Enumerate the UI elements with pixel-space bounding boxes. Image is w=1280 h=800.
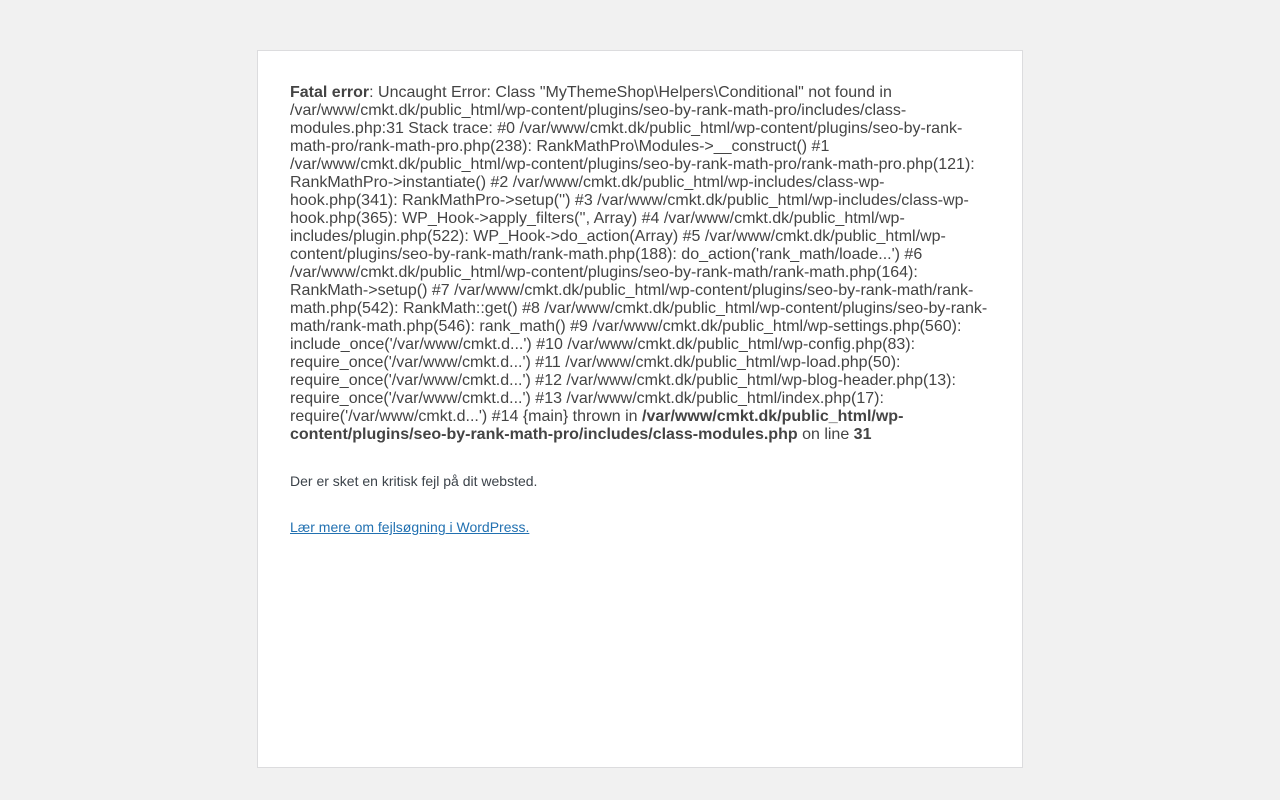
learn-more-debugging-link[interactable]: Lær mere om fejlsøgning i WordPress. xyxy=(290,519,530,535)
fatal-error-label: Fatal error xyxy=(290,84,370,101)
fatal-error-line-number: 31 xyxy=(853,426,872,443)
on-line-text: on line xyxy=(797,426,854,443)
fatal-error-message xyxy=(290,84,990,444)
error-panel xyxy=(257,50,1023,768)
critical-error-message: Der er sket en kritisk fejl på dit websted. xyxy=(290,473,538,489)
fatal-error-details: : Uncaught Error: Class "MyThemeShop\Helpers\Conditional" not found in /var/www/cmkt.dk/public_html/wp-content/plugins/seo-by-rank-math-pro/includes/class-modules.php:31 Stack trace: #0 /var/www/cmkt.dk/public_html/wp-content/plugins/seo-by-rank-math-pro/rank-math-pro.php(238): RankMathPro\Modules->__construct() #1 /var/www/cmkt.dk/public_html/wp-content/plugins/seo-by-rank-math-pro/rank-math-pro.php(121): RankMathPro->instantiate() #2 /var/www/cmkt.dk/public_html/wp-includes/class-wp-hook.php(341): RankMathPro->setup('') #3 /var/www/cmkt.dk/public_html/wp-includes/class-wp-hook.php(365): WP_Hook->apply_filters('', Array) #4 /var/www/cmkt.dk/public_html/wp-includes/plugin.php(522): WP_Hook->do_action(Array) #5 /var/www/cmkt.dk/public_html/wp-content/plugins/seo-by-rank-math/rank-math.php(188): do_action('rank_math/loade...') #6 /var/www/cmkt.dk/public_html/wp-content/plugins/seo-by-rank-math/rank-math.php(164): RankMath->setup() #7 /var/www/cmkt.dk/public_html/wp-content/plugins/seo-by-rank-math/rank-math.php(542): RankMath::get() #8 /var/www/cmkt.dk/public_html/wp-content/plugins/seo-by-rank-math/rank-math.php(546): rank_math() #9 /var/www/cmkt.dk/public_html/wp-settings.php(560): include_once('/var/www/cmkt.d...') #10 /var/www/cmkt.dk/public_html/wp-config.php(83): require_once('/var/www/cmkt.d...') #11 /var/www/cmkt.dk/public_html/wp-load.php(50): require_once('/var/www/cmkt.d...') #12 /var/www/cmkt.dk/public_html/wp-blog-header.php(13): require_once('/var/www/cmkt.d...') #13 /var/www/cmkt.dk/public_html/index.php(17): require('/var/www/cmkt.d...') #14 {main} thrown in xyxy=(290,84,988,425)
fatal-error-file: /var/www/cmkt.dk/public_html/wp-content/plugins/seo-by-rank-math-pro/includes/class-modules.php xyxy=(290,408,904,443)
error-body xyxy=(290,84,990,537)
